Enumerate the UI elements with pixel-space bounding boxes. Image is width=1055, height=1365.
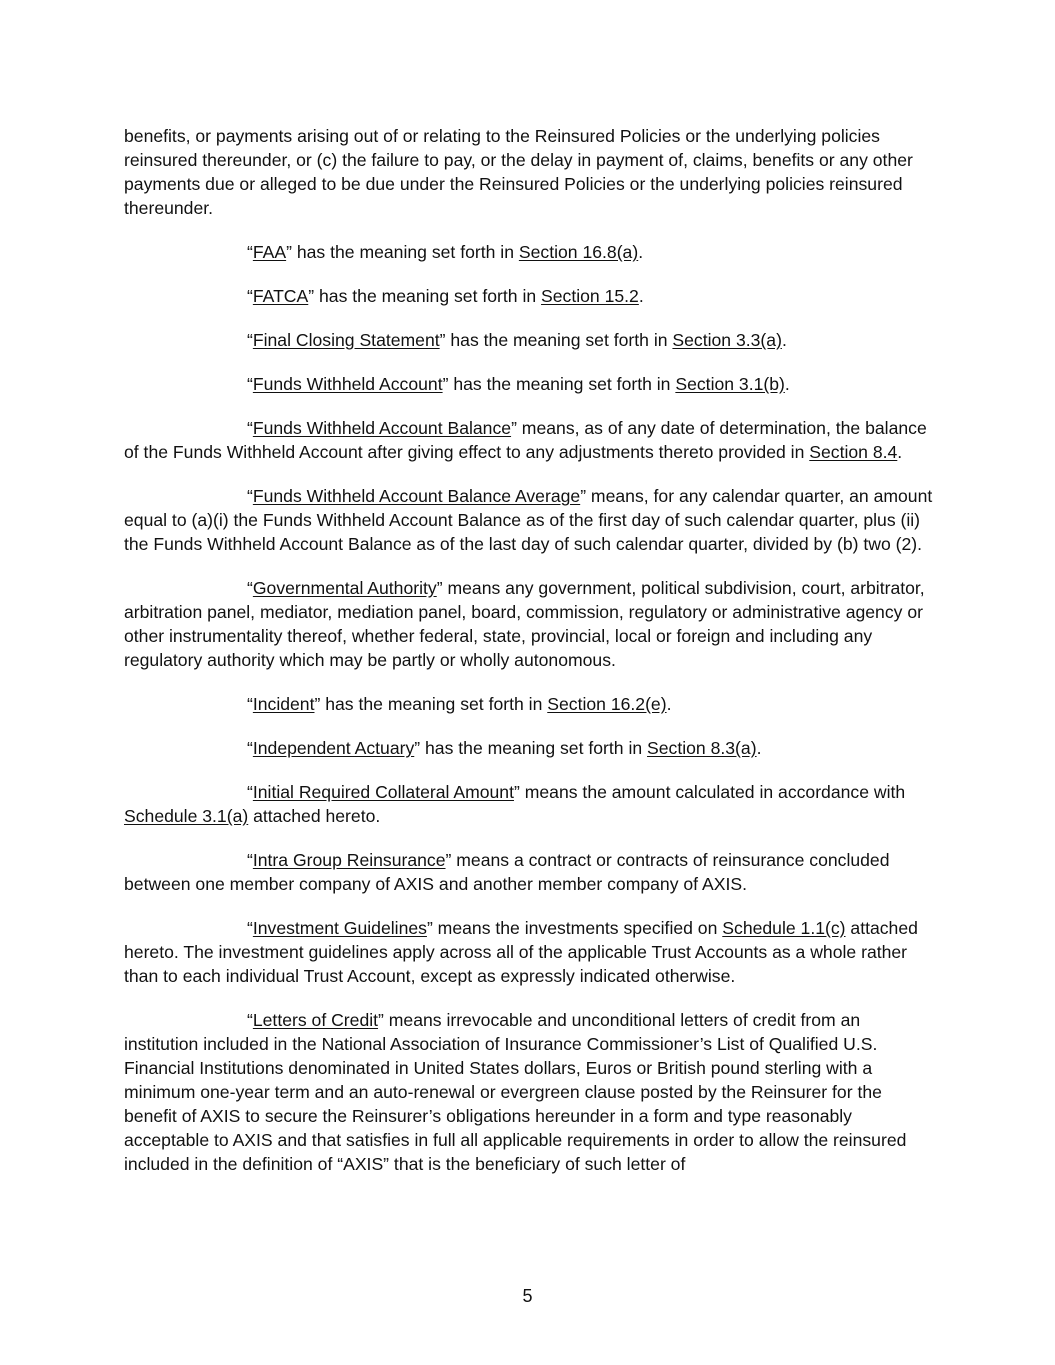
cross-reference: Section 16.2(e) [547, 694, 667, 714]
defined-term: Funds Withheld Account Balance [252, 418, 512, 438]
cross-reference: Section 3.1(b) [675, 374, 785, 394]
definition-text: ” means any government, political subdivision, court, arbitrator, arbitration panel, mediator, mediation panel, board, commission, regulatory or administrative agency or other instrumentality thereof, whether federal, state, provincial, local or foreign and including any regulatory authority which may be partly or wholly autonomous. [124, 578, 925, 670]
cross-reference: Schedule 1.1(c) [722, 918, 846, 938]
definition-text: ” means irrevocable and unconditional letters of credit from an institution included in the National Association of Insurance Commissioner’s List of Qualified U.S. Financial Institutions denominated in United States dollars, Euros or British pound sterling with a minimum one-year term and an auto-renewal or evergreen clause posted by the Reinsurer for the benefit of AXIS to secure the Reinsurer’s obligations hereunder in a form and type reasonably acceptable to AXIS and that satisfies in full all applicable requirements in order to allow the reinsured included in the definition of “AXIS” that is the beneficiary of such letter of [124, 1010, 907, 1174]
definition-text: ” means, as of any date of determination, the balance of the Funds Withheld Account after giving effect to any adjustments thereto provided in [124, 418, 927, 462]
definition-text: ” has the meaning set forth in [286, 242, 519, 262]
definition-text-end: . [666, 694, 672, 714]
definition-text: ” has the meaning set forth in [314, 694, 548, 714]
definition-letters-of-credit: “Letters of Credit” means irrevocable and unconditional letters of credit from an institution included in the National Association of Insurance Commissioner’s List of Qualified U.S. Financial Institutions denominated in United States dollars, Euros or British pound sterling with a minimum one-year term and an auto-renewal or evergreen clause posted by the Reinsurer for the benefit of AXIS to secure the Reinsurer’s obligations hereunder in a form and type reasonably acceptable to AXIS and that satisfies in full all applicable requirements in order to allow the reinsured included in the definition of “AXIS” that is the beneficiary of such letter of [124, 1010, 907, 1174]
definition-faa: “FAA” has the meaning set forth in Section 16.8(a). [247, 242, 644, 262]
page-number: 5 [522, 1286, 533, 1306]
definition-text: ” means the investments specified on [426, 918, 723, 938]
definition-text: ” has the meaning set forth in [308, 286, 542, 306]
defined-term: Initial Required Collateral Amount [252, 782, 514, 802]
definition-text: ” means, for any calendar quarter, an amount equal to (a)(i) the Funds Withheld Account Balance as of the first day of such calendar quarter, plus (ii) the Funds Withheld Account Balance as of the last day of such calendar quarter, divided by (b) two (2). [124, 486, 933, 554]
definition-fatca: “FATCA” has the meaning set forth in Section 15.2. [247, 286, 644, 306]
definition-independent-actuary: “Independent Actuary” has the meaning set forth in Section 8.3(a). [247, 738, 762, 758]
definition-text-end: . [638, 286, 644, 306]
definition-governmental-authority: “Governmental Authority” means any government, political subdivision, court, arbitrator, arbitration panel, mediator, mediation panel, board, commission, regulatory or administrative agency or other instrumentality thereof, whether federal, state, provincial, local or foreign and including any regulatory authority which may be partly or wholly autonomous. [124, 578, 925, 670]
definition-initial-required-collateral-amount: “Initial Required Collateral Amount” means the amount calculated in accordance with Schedule 3.1(a) attached hereto. [124, 782, 906, 826]
cross-reference: Section 15.2 [541, 286, 639, 306]
definition-text: ” has the meaning set forth in [414, 738, 648, 758]
definition-incident: “Incident” has the meaning set forth in Section 16.2(e). [247, 694, 672, 714]
defined-term: Incident [252, 694, 315, 714]
definition-text-end: attached hereto. The investment guidelines apply across all of the applicable Trust Accounts as a whole rather than to each individual Trust Account, except as expressly indicated otherwise. [124, 918, 918, 986]
cross-reference: Section 3.3(a) [672, 330, 782, 350]
defined-term: Funds Withheld Account [252, 374, 443, 394]
definition-text: ” means a contract or contracts of reinsurance concluded between one member company of AXIS and another member company of AXIS. [124, 850, 890, 894]
paragraph-continuation [124, 124, 934, 220]
definition-investment-guidelines: “Investment Guidelines” means the investments specified on Schedule 1.1(c) attached hereto. The investment guidelines apply across all of the applicable Trust Accounts as a whole rather than to each individual Trust Account, except as expressly indicated otherwise. [124, 918, 918, 986]
definition-text-end: . [756, 738, 762, 758]
defined-term: Final Closing Statement [252, 330, 440, 350]
definition-text: ” means the amount calculated in accordance with [513, 782, 906, 802]
definition-text-end: attached hereto. [248, 806, 381, 826]
defined-term: Intra Group Reinsurance [252, 850, 446, 870]
defined-term: Funds Withheld Account Balance Average [252, 486, 581, 506]
definition-text: ” has the meaning set forth in [442, 374, 676, 394]
definition-text-end: . [784, 374, 790, 394]
definition-text-end: . [781, 330, 787, 350]
defined-term: Governmental Authority [252, 578, 437, 598]
cross-reference: Section 8.3(a) [647, 738, 757, 758]
cross-reference: Section 16.8(a) [518, 242, 639, 262]
defined-term: FAA [252, 242, 287, 262]
definition-intra-group-reinsurance: “Intra Group Reinsurance” means a contract or contracts of reinsurance concluded between one member company of AXIS and another member company of AXIS. [124, 850, 890, 894]
paragraph-text: benefits, or payments arising out of or relating to the Reinsured Policies or the underlying policies reinsured thereunder, or (c) the failure to pay, or the delay in payment of, claims, benefits or any other payments due or alleged to be due under the Reinsured Policies or the underlying policies reinsured thereunder. [124, 126, 913, 218]
defined-term: Investment Guidelines [252, 918, 427, 938]
definition-funds-withheld-account-balance-average: “Funds Withheld Account Balance Average” means, for any calendar quarter, an amount equal to (a)(i) the Funds Withheld Account Balance as of the first day of such calendar quarter, plus (ii) the Funds Withheld Account Balance as of the last day of such calendar quarter, divided by (b) two (2). [124, 486, 933, 554]
cross-reference: Section 8.4 [809, 442, 898, 462]
definition-funds-withheld-account: “Funds Withheld Account” has the meaning set forth in Section 3.1(b). [247, 374, 790, 394]
definition-text-end: . [897, 442, 903, 462]
defined-term: Letters of Credit [252, 1010, 379, 1030]
definition-funds-withheld-account-balance: “Funds Withheld Account Balance” means, as of any date of determination, the balance of the Funds Withheld Account after giving effect to any adjustments thereto provided in Section 8.4. [124, 418, 927, 462]
defined-term: FATCA [252, 286, 309, 306]
definition-final-closing-statement: “Final Closing Statement” has the meaning set forth in Section 3.3(a). [247, 330, 787, 350]
definition-text: ” has the meaning set forth in [439, 330, 673, 350]
definition-text-end: . [638, 242, 644, 262]
cross-reference: Schedule 3.1(a) [124, 806, 249, 826]
defined-term: Independent Actuary [252, 738, 415, 758]
document-body [124, 124, 934, 1196]
